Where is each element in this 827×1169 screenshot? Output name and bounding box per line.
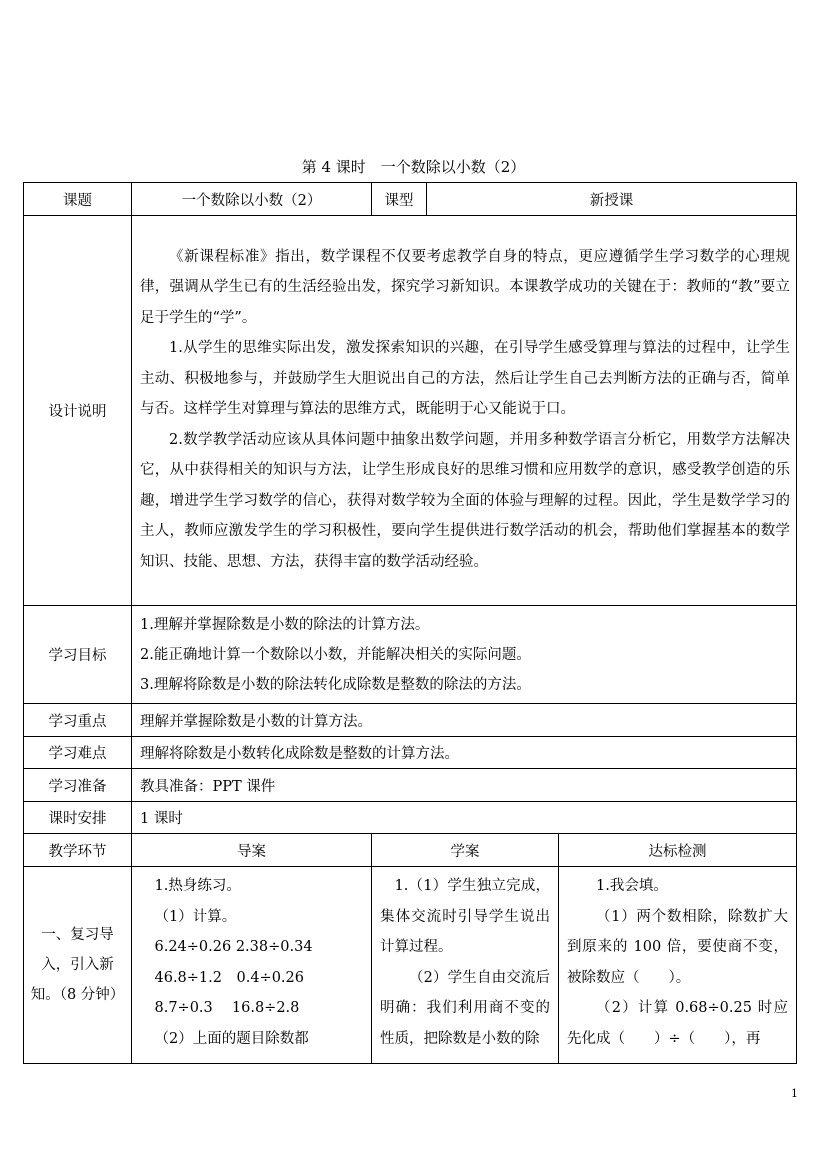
- check-line: （1）两个数相除，除数扩大到原来的 100 倍，要使商不变，被除数应（ ）。: [567, 908, 789, 986]
- row-topic: [24, 183, 797, 216]
- page-title: 第 4 课时 一个数除以小数（2）: [301, 158, 526, 176]
- key-point-value: 理解并掌握除数是小数的计算方法。: [132, 704, 797, 737]
- goal-item: 1.理解并掌握除数是小数的除法的计算方法。: [140, 616, 430, 633]
- guide-line: 1.热身练习。: [154, 878, 241, 894]
- row-goals: [24, 606, 797, 704]
- section1-check: [559, 867, 797, 1064]
- row-schedule: [24, 802, 797, 834]
- topic-value: 一个数除以小数（2）: [132, 183, 372, 216]
- guide-line: 46.8÷1.2 0.4÷0.26: [154, 969, 304, 986]
- label-goals: 学习目标: [24, 606, 132, 704]
- row-key-point: [24, 704, 797, 737]
- label-design: 设计说明: [24, 216, 132, 606]
- header-check: 达标检测: [559, 834, 797, 867]
- label-type: 课型: [372, 183, 427, 216]
- goal-item: 3.理解将除数是小数的除法转化成除数是整数的除法的方法。: [140, 676, 531, 693]
- goals-list: [132, 606, 797, 704]
- check-line: 1.我会填。: [596, 878, 668, 894]
- learn-line: 1.（1）学生独立完成，集体交流时引导学生说出计算过程。: [380, 878, 551, 955]
- lesson-plan-table: [23, 182, 797, 1064]
- section1-learn: [372, 867, 559, 1064]
- header-guide: 导案: [132, 834, 372, 867]
- guide-line: （2）上面的题目除数都: [154, 1030, 309, 1047]
- label-topic: 课题: [24, 183, 132, 216]
- header-learn: 学案: [372, 834, 559, 867]
- design-paragraph: 《新课程标准》指出，数学课程不仅要考虑教学自身的特点，更应遵循学生学习数学的心理规律，强调从学生已有的生活经验出发，探究学习新知识。本课教学成功的关键在于：教师的“教”要立足于学生的“学”。: [140, 248, 791, 326]
- design-paragraph: 1.从学生的思维实际出发，激发探索知识的兴趣，在引导学生感受算理与算法的过程中，让学生主动、积极地参与，并鼓励学生大胆说出自己的方法，然后让学生自己去判断方法的正确与否，简单与否。这样学生对算理与算法的思维方式，既能明于心又能说于口。: [140, 340, 791, 418]
- page-number: 1: [791, 1087, 798, 1100]
- design-paragraph: 2.数学教学活动应该从具体问题中抽象出数学问题，并用多种数学语言分析它，用数学方法解决它，从中获得相关的知识与方法，让学生形成良好的思维习惯和应用数学的意识，感受教学创造的乐趣，增进学生学习数学的信心，获得对数学较为全面的体验与理解的过程。因此，学生是数学学习的主人，教师应激发学生的学习积极性，要向学生提供进行数学活动的机会，帮助他们掌握基本的数学知识、技能、思想、方法，获得丰富的数学活动经验。: [140, 431, 791, 570]
- row-prep: [24, 769, 797, 802]
- label-difficulty: 学习难点: [24, 737, 132, 769]
- check-line: （2）计算 0.68÷0.25 时应先化成（ ）÷（ ），再: [567, 1000, 789, 1047]
- label-prep: 学习准备: [24, 769, 132, 802]
- goal-item: 2.能正确地计算一个数除以小数，并能解决相关的实际问题。: [140, 646, 531, 663]
- prep-value: 教具准备：PPT 课件: [132, 769, 797, 802]
- guide-line: 8.7÷0.3 16.8÷2.8: [154, 1000, 300, 1016]
- guide-line: （1）计算。: [154, 908, 237, 925]
- header-stage: 教学环节: [24, 834, 132, 867]
- section1-stage: 一、复习导入，引入新知。（8 分钟）: [24, 867, 132, 1064]
- label-schedule: 课时安排: [24, 802, 132, 834]
- row-design: [24, 216, 797, 606]
- section1-guide: [132, 867, 372, 1064]
- design-notes: [132, 216, 797, 606]
- learn-line: （2）学生自由交流后明确：我们利用商不变的性质，把除数是小数的除: [380, 969, 551, 1047]
- guide-line: 6.24÷0.26 2.38÷0.34: [154, 939, 313, 955]
- row-headers: [24, 834, 797, 867]
- type-value: 新授课: [427, 183, 797, 216]
- row-section-1: [24, 867, 797, 1064]
- difficulty-value: 理解将除数是小数转化成除数是整数的计算方法。: [132, 737, 797, 769]
- schedule-value: 1 课时: [132, 802, 797, 834]
- label-key-point: 学习重点: [24, 704, 132, 737]
- row-difficulty: [24, 737, 797, 769]
